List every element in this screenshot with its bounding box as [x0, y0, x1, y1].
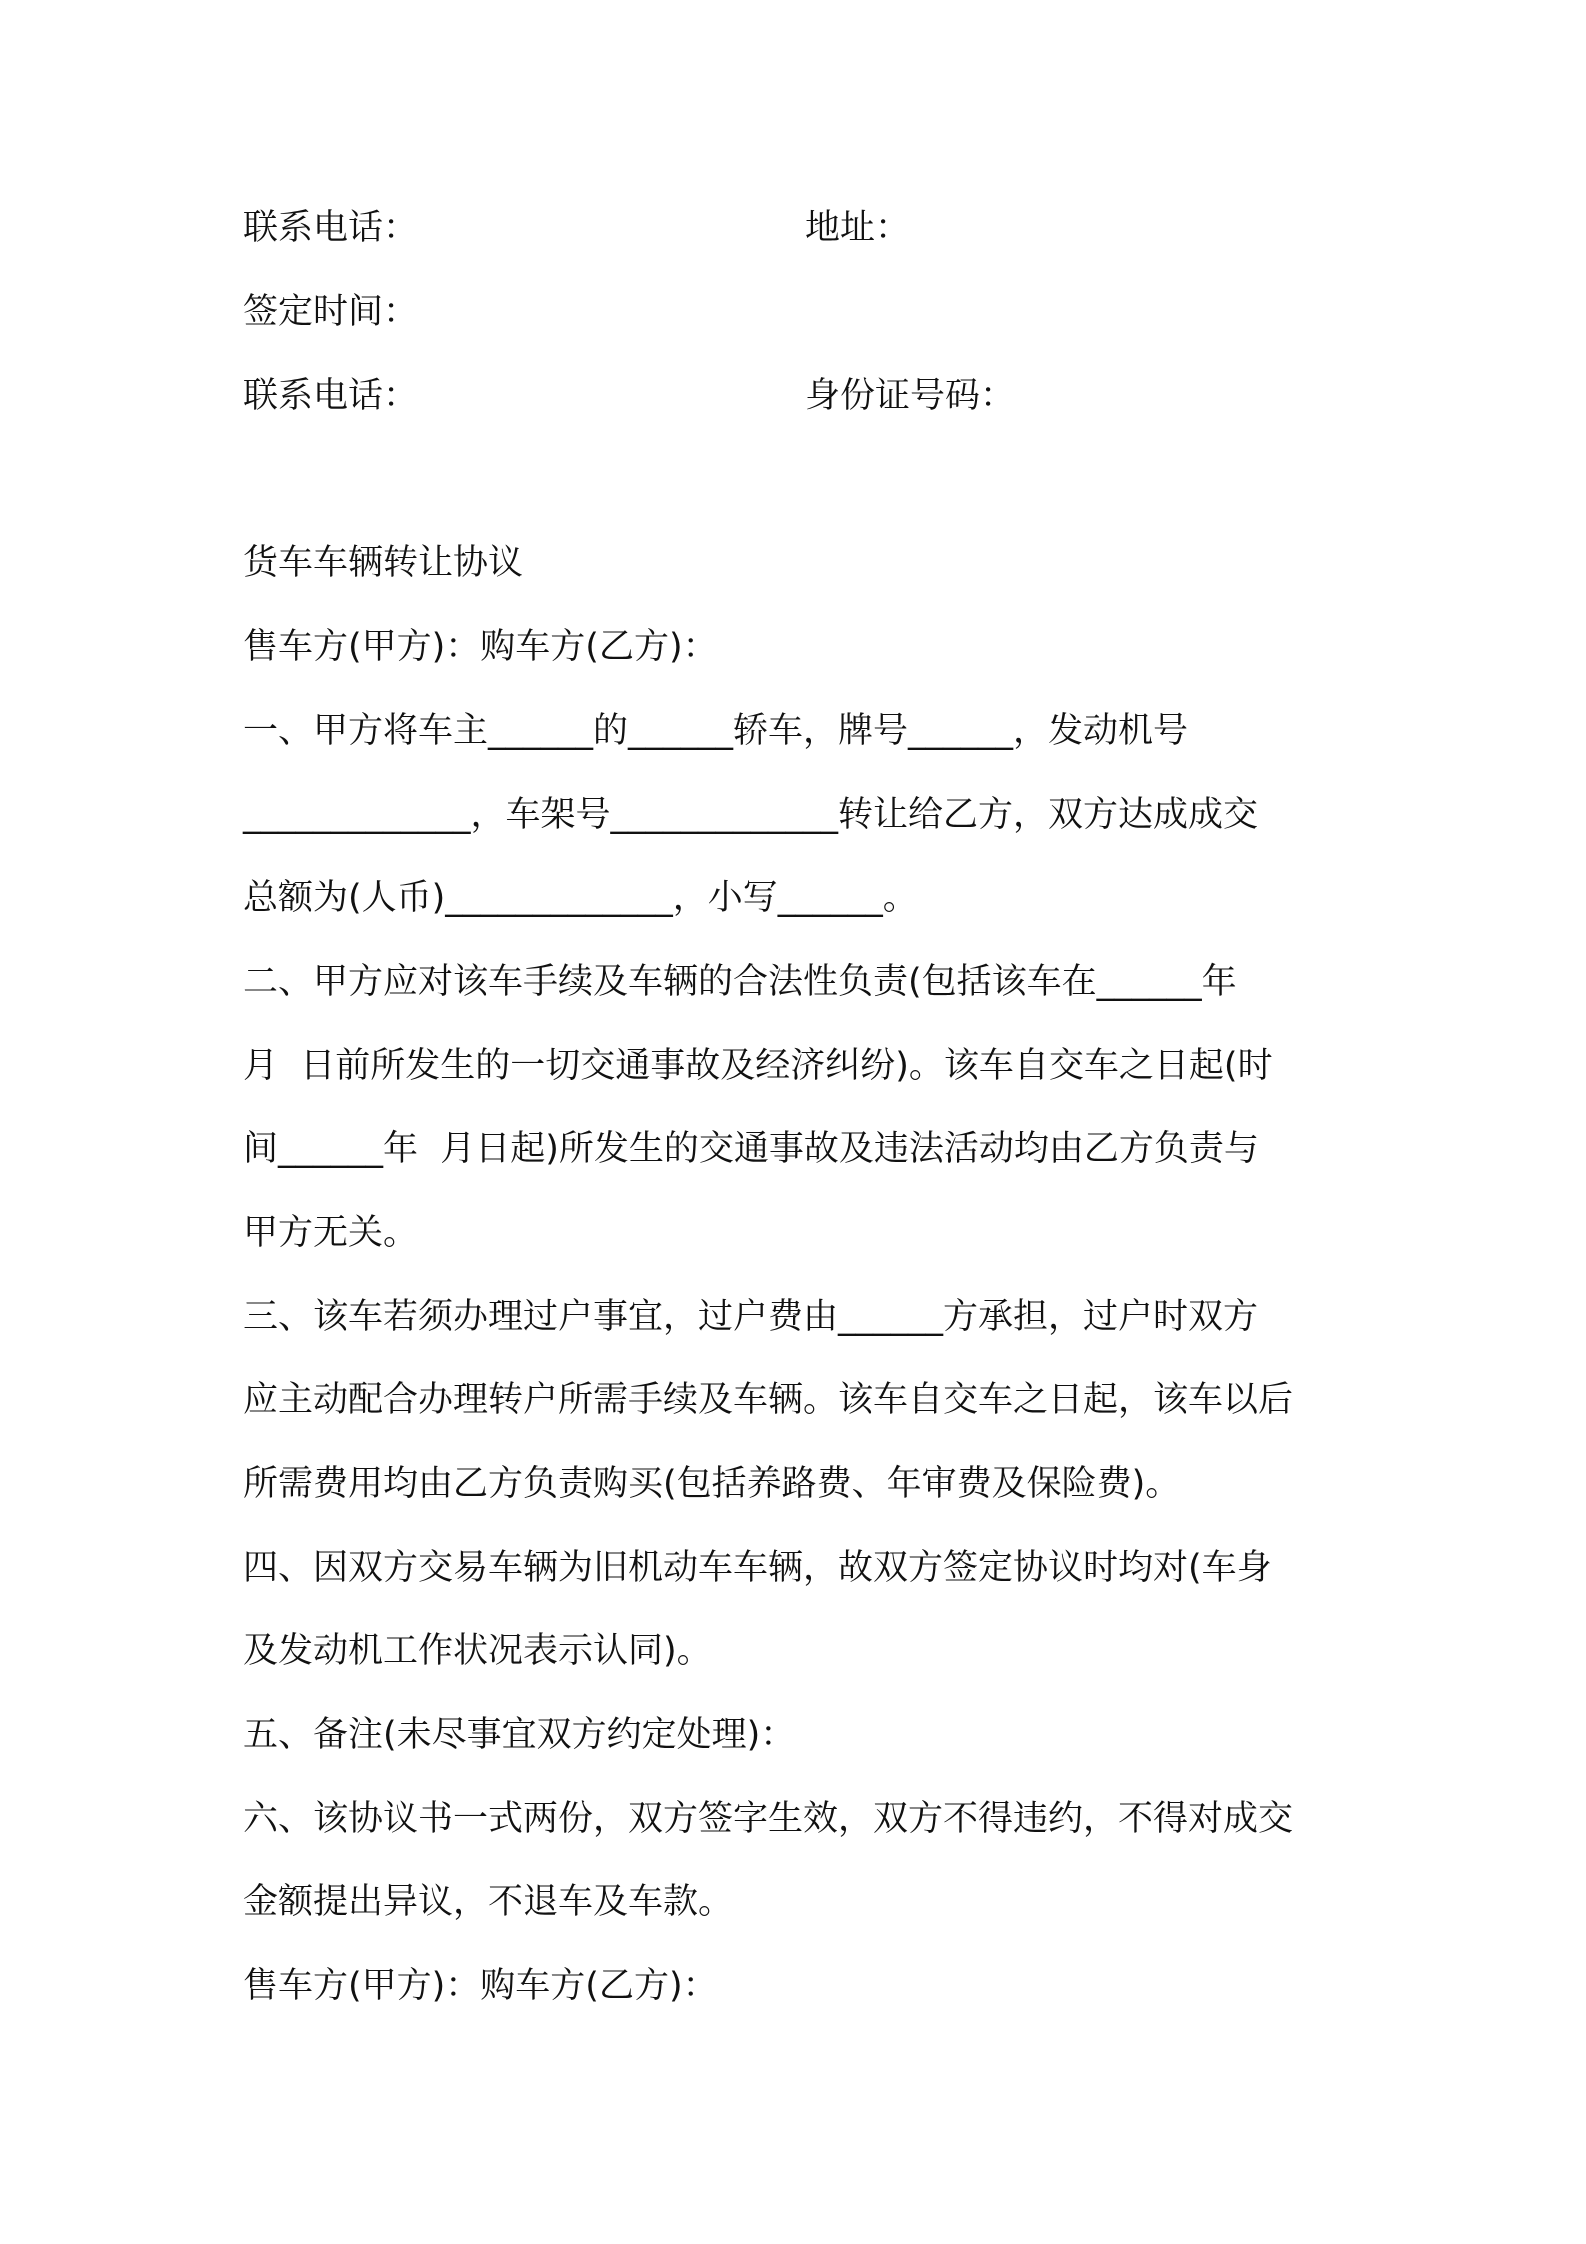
- clause-line: 三、该车若须办理过户事宜，过户费由______方承担，过户时双方: [243, 1297, 1259, 1337]
- clause-line: 及发动机工作状况表示认同)。: [243, 1631, 712, 1671]
- clause-line: 应主动配合办理转户所需手续及车辆。该车自交车之日起，该车以后: [243, 1380, 1294, 1420]
- clause-line: 间______年 月日起)所发生的交通事故及违法活动均由乙方负责与: [243, 1129, 1259, 1169]
- clause-line: 一、甲方将车主______的______轿车，牌号______，发动机号: [243, 711, 1189, 751]
- document-title: 货车车辆转让协议: [243, 543, 524, 583]
- clause-line: 总额为(人币)_____________，小写______。: [243, 878, 918, 918]
- sign-time-label: 签定时间：: [243, 292, 419, 332]
- clause-line: 六、该协议书一式两份，双方签字生效，双方不得违约，不得对成交: [243, 1799, 1294, 1839]
- clause-line: 五、备注(未尽事宜双方约定处理)：: [243, 1715, 796, 1755]
- clause-line: 金额提出异议，不退车及车款。: [243, 1882, 734, 1922]
- clause-line: 所需费用均由乙方负责购买(包括养路费、年审费及保险费)。: [243, 1464, 1181, 1504]
- address-label: 地址：: [805, 208, 911, 248]
- parties-line-top: 售车方(甲方)：购车方(乙方)：: [243, 627, 718, 667]
- clause-line: 四、因双方交易车辆为旧机动车车辆，故双方签定协议时均对(车身: [243, 1548, 1272, 1588]
- clause-line: 甲方无关。: [243, 1213, 419, 1253]
- phone-label-1: 联系电话：: [243, 208, 419, 248]
- id-number-label: 身份证号码：: [805, 376, 1016, 416]
- phone-label-2: 联系电话：: [243, 376, 419, 416]
- parties-line-bottom: 售车方(甲方)：购车方(乙方)：: [243, 1966, 718, 2006]
- clause-line: 二、甲方应对该车手续及车辆的合法性负责(包括该车在______年: [243, 962, 1237, 1002]
- clause-line: _____________，车架号_____________转让给乙方，双方达成成交: [243, 795, 1259, 835]
- clause-line: 月 日前所发生的一切交通事故及经济纠纷)。该车自交车之日起(时: [243, 1046, 1273, 1086]
